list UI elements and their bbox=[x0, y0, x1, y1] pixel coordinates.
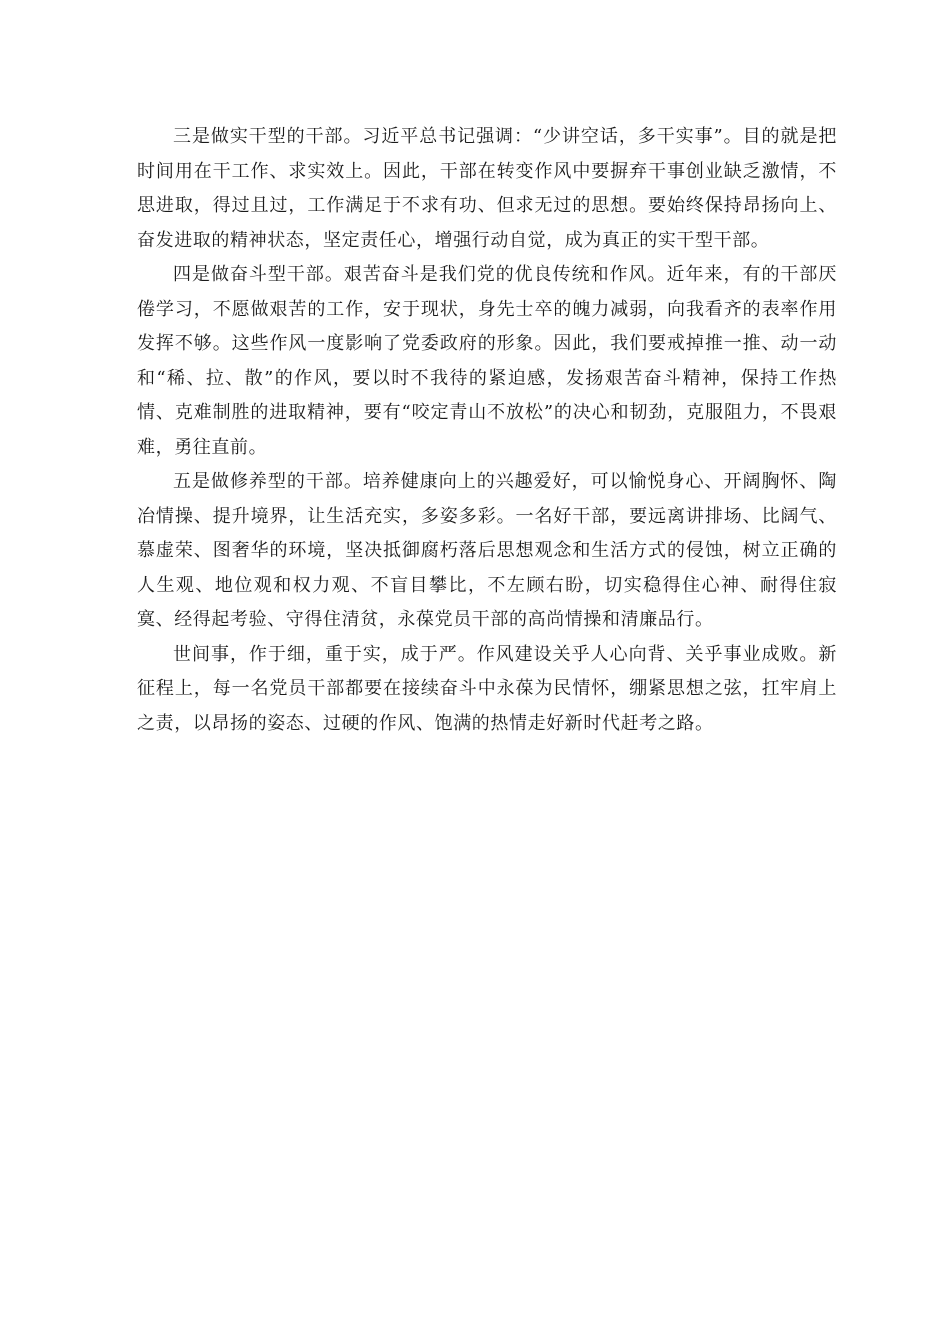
paragraph-self-cultivation-cadre: 五是做修养型的干部。培养健康向上的兴趣爱好，可以愉悦身心、开阔胸怀、陶冶情操、提升境界，让生活充实，多姿多彩。一名好干部，要远离讲排场、比阔气、慕虚荣、图奢华的环境，坚决抵御腐朽落后思想观念和生活方式的侵蚀，树立正确的人生观、地位观和权力观、不盲目攀比，不左顾右盼，切实稳得住心神、耐得住寂寞、经得起考验、守得住清贫，永葆党员干部的高尚情操和清廉品行。 bbox=[137, 471, 837, 630]
paragraph-striving-cadre: 四是做奋斗型干部。艰苦奋斗是我们党的优良传统和作风。近年来，有的干部厌倦学习，不愿做艰苦的工作，安于现状，身先士卒的魄力减弱，向我看齐的表率作用发挥不够。这些作风一度影响了党委政府的形象。因此，我们要戒掉推一推、动一动和“稀、拉、散”的作风，要以时不我待的紧迫感，发扬艰苦奋斗精神，保持工作热情、克难制胜的进取精神，要有“咬定青山不放松”的决心和韧劲，克服阻力，不畏艰难，勇往直前。 bbox=[137, 264, 837, 458]
paragraph-conclusion: 世间事，作于细，重于实，成于严。作风建设关乎人心向背、关乎事业成败。新征程上，每一名党员干部都要在接续奋斗中永葆为民情怀，绷紧思想之弦，扛牢肩上之责，以昂扬的姿态、过硬的作风、饱满的热情走好新时代赶考之路。 bbox=[137, 643, 837, 734]
paragraph-practical-cadre: 三是做实干型的干部。习近平总书记强调：“少讲空话，多干实事”。目的就是把时间用在干工作、求实效上。因此，干部在转变作风中要摒弃干事创业缺乏激情，不思进取，得过且过，工作满足于不求有功、但求无过的思想。要始终保持昂扬向上、奋发进取的精神状态，坚定责任心，增强行动自觉，成为真正的实干型干部。 bbox=[137, 126, 837, 251]
document-body bbox=[137, 120, 837, 741]
